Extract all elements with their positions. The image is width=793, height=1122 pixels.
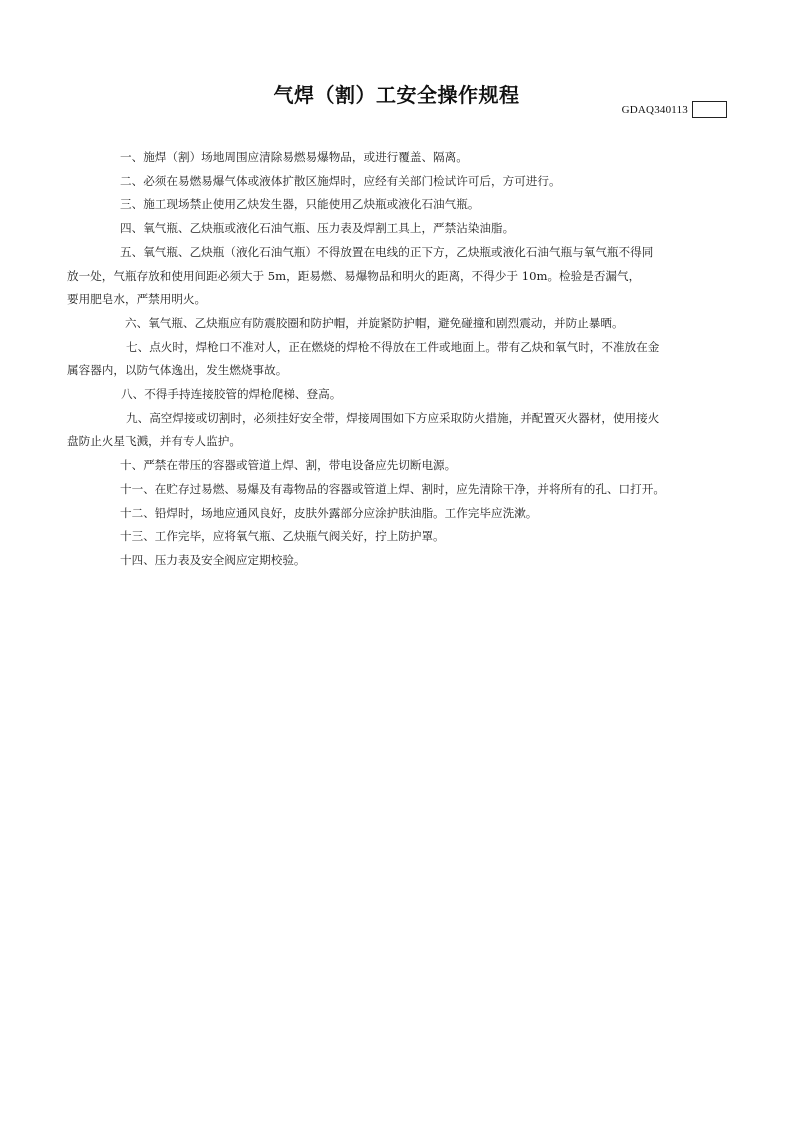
rule-line: 盘防止火星飞溅，并有专人监护。 — [67, 434, 241, 449]
rule-item-12 — [67, 502, 742, 526]
rule-item-5 — [67, 241, 742, 312]
document-code: GDAQ340113 — [621, 103, 688, 116]
rule-item-2 — [67, 170, 742, 194]
rule-item-7 — [67, 336, 742, 383]
rule-line: 一、施焊（割）场地周围应清除易燃易爆物品，或进行覆盖、隔离。 — [120, 150, 468, 164]
rule-line: 十、严禁在带压的容器或管道上焊、割，带电设备应先切断电源。 — [120, 458, 457, 473]
rule-line: 十一、在贮存过易燃、易爆及有毒物品的容器或管道上焊、割时，应先清除干净，并将所有的孔、口打开。 — [120, 481, 665, 496]
rule-line: 六、氧气瓶、乙炔瓶应有防震胶圈和防护帽，并旋紧防护帽，避免碰撞和剧烈震动，并防止暴晒。 — [125, 315, 624, 330]
rule-item-10 — [67, 454, 742, 478]
rules-list — [67, 146, 742, 573]
rule-line: 九、高空焊接或切割时，必须挂好安全带，焊接周围如下方应采取防火措施，并配置灭火器材，使用接火 — [126, 410, 660, 425]
rule-line: 要用肥皂水，严禁用明火。 — [67, 292, 207, 307]
rule-line: 十四、压力表及安全阀应定期校验。 — [120, 552, 306, 567]
rule-line: 属容器内，以防气体逸出，发生燃烧事故。 — [67, 363, 288, 378]
rule-item-6 — [67, 312, 742, 336]
rule-item-11 — [67, 478, 742, 502]
document-code-box[interactable] — [692, 101, 727, 118]
rule-line: 八、不得手持连接胶管的焊枪爬梯、登高。 — [121, 387, 342, 402]
rule-line: 四、氧气瓶、乙炔瓶或液化石油气瓶、压力表及焊割工具上，严禁沾染油脂。 — [120, 221, 515, 236]
rule-item-8 — [67, 383, 742, 407]
rule-line: 放一处，气瓶存放和使用间距必须大于 5m，距易燃、易爆物品和明火的距离，不得少于 10m。检验是否漏气， — [67, 268, 641, 283]
rule-item-13 — [67, 525, 742, 549]
rule-line: 二、必须在易燃易爆气体或液体扩散区施焊时，应经有关部门检试许可后，方可进行。 — [120, 173, 561, 188]
rule-item-1 — [67, 146, 742, 170]
rule-item-14 — [67, 549, 742, 573]
document-code-row — [600, 100, 727, 119]
rule-line: 十三、工作完毕，应将氧气瓶、乙炔瓶气阀关好，拧上防护罩。 — [120, 529, 445, 544]
rule-line: 三、施工现场禁止使用乙炔发生器，只能使用乙炔瓶或液化石油气瓶。 — [120, 197, 480, 212]
rule-item-3 — [67, 193, 742, 217]
rule-item-4 — [67, 217, 742, 241]
rule-item-9 — [67, 407, 742, 454]
page-title: 气焊（割）工安全操作规程 — [273, 83, 520, 108]
rule-line: 七、点火时，焊枪口不准对人，正在燃烧的焊枪不得放在工件或地面上。带有乙炔和氧气时，不准放在金 — [126, 339, 660, 354]
rule-line: 十二、铅焊时，场地应通风良好，皮肤外露部分应涂护肤油脂。工作完毕应洗漱。 — [120, 505, 538, 520]
rule-line: 五、氧气瓶、乙炔瓶（液化石油气瓶）不得放置在电线的正下方，乙炔瓶或液化石油气瓶与氧气瓶不得同 — [120, 244, 654, 259]
